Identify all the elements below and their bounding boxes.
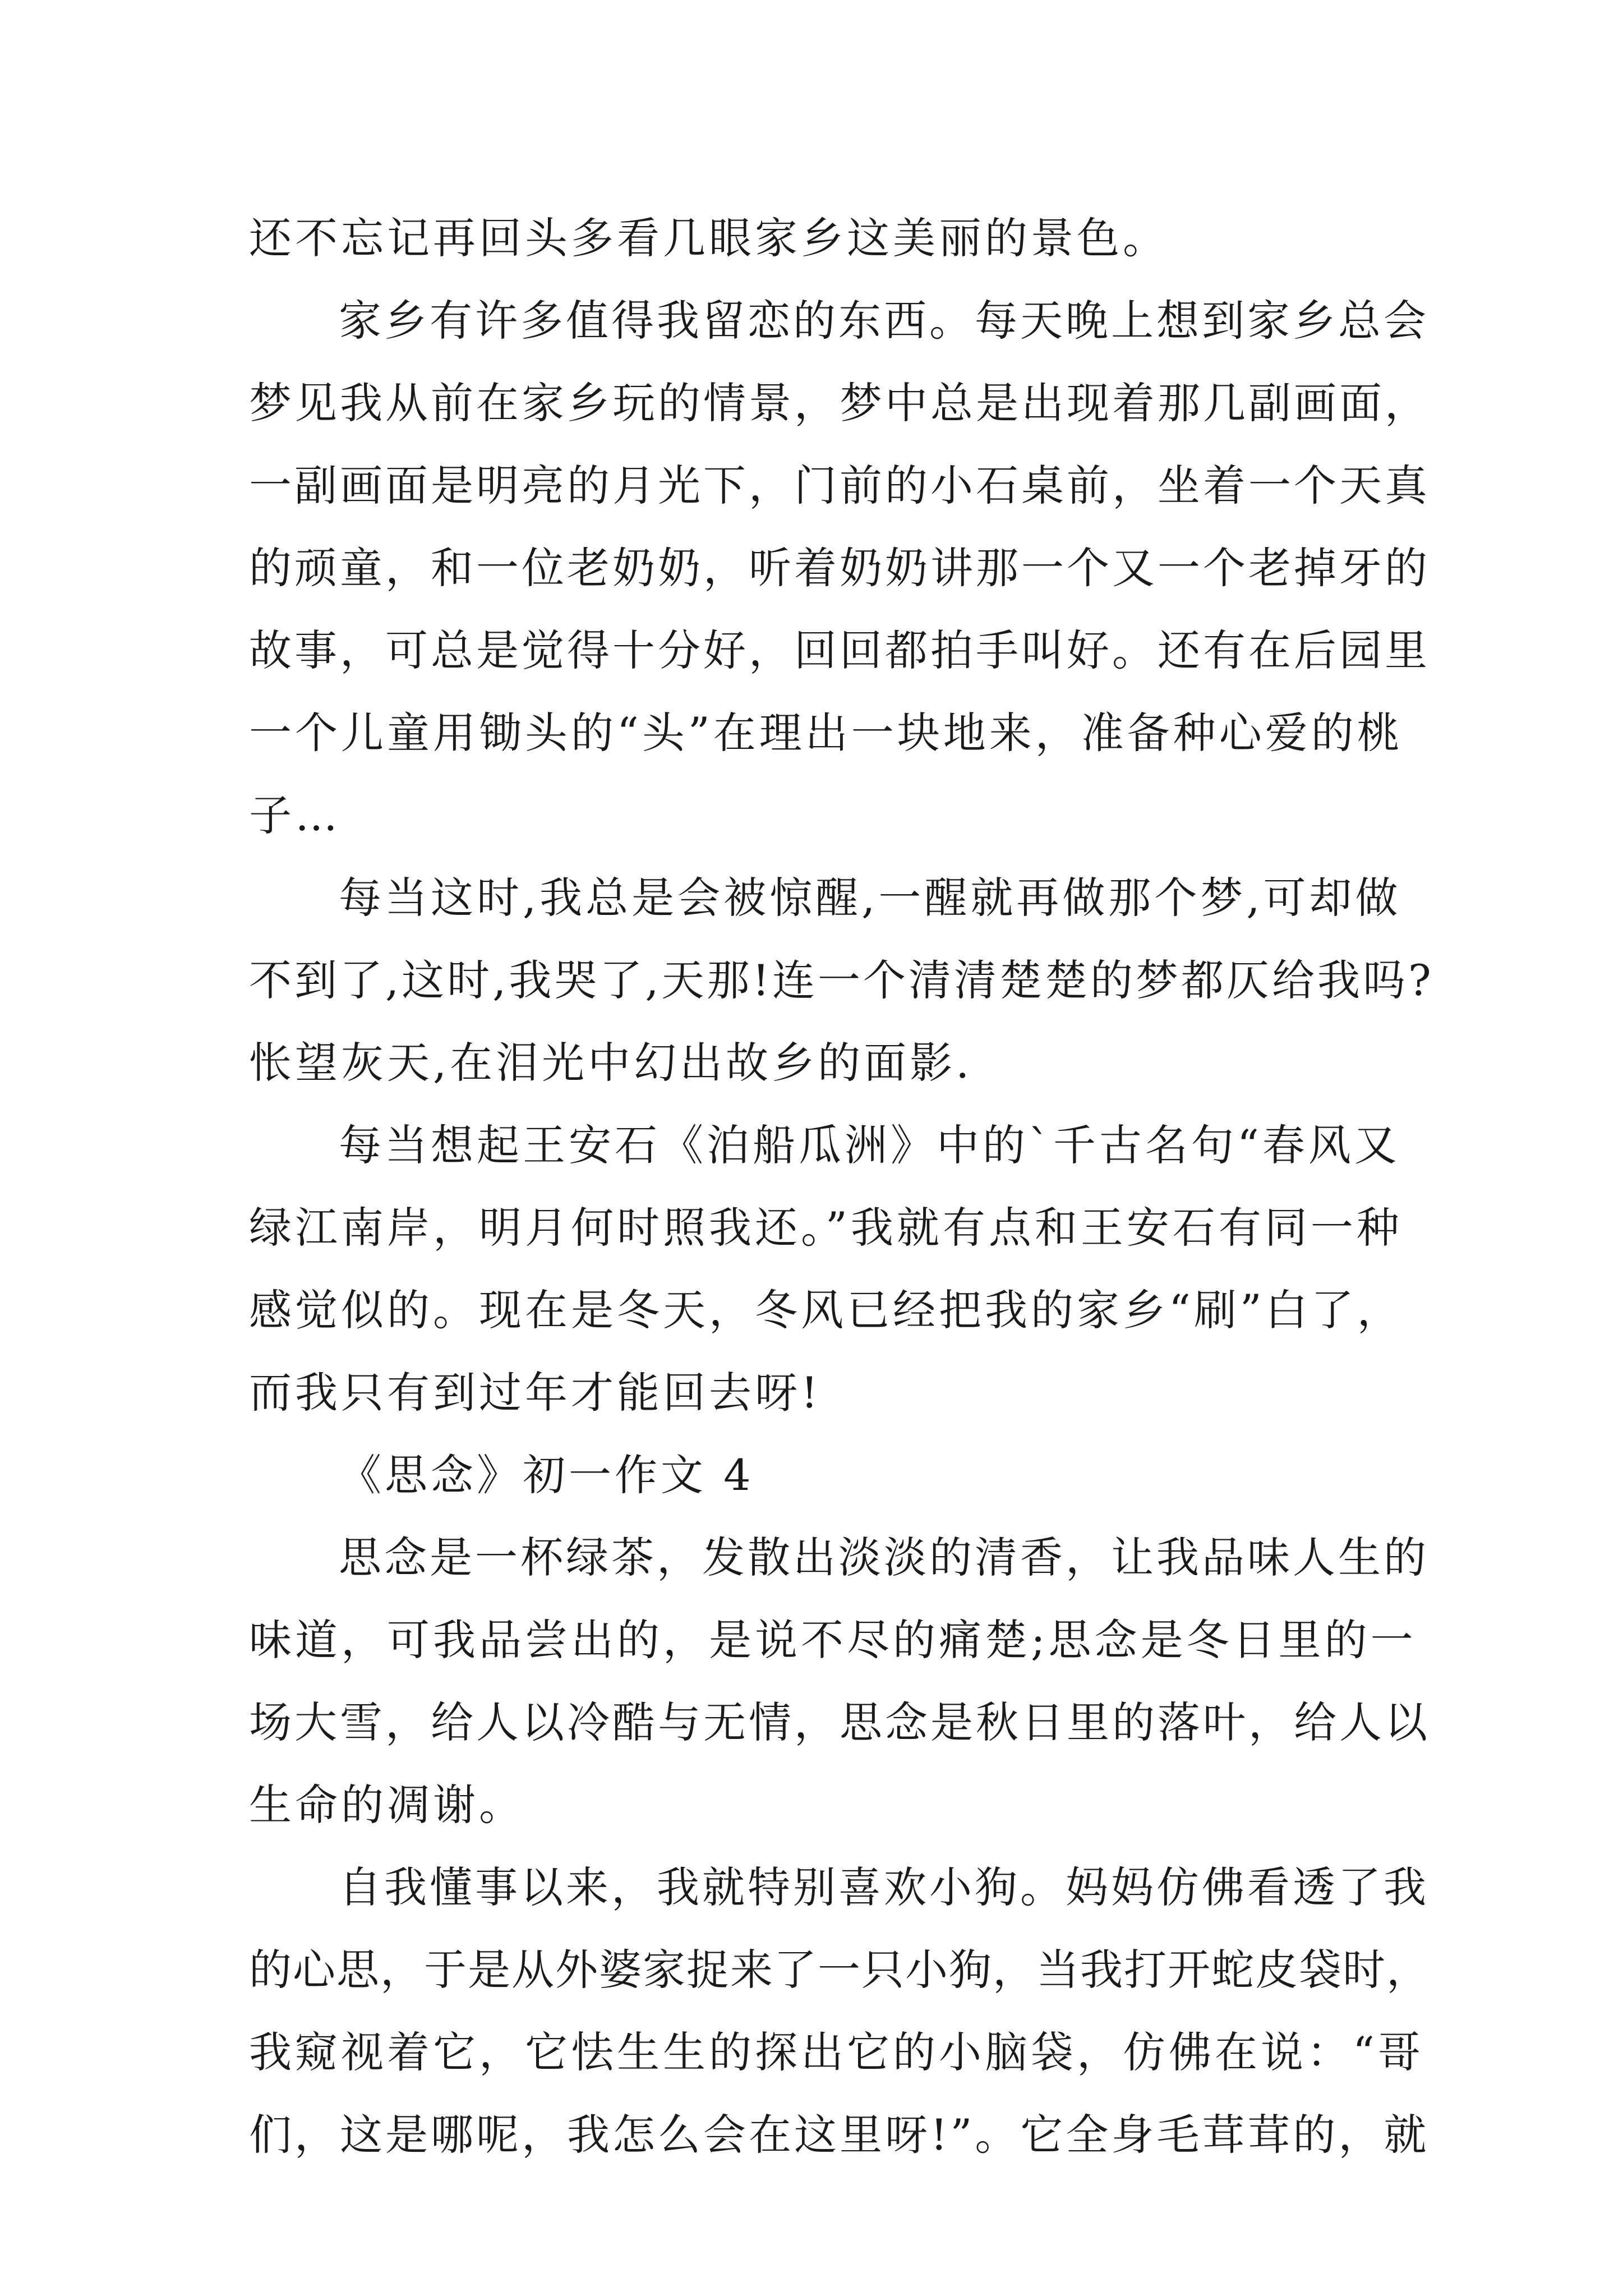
text-line: 一个儿童用锄头的“头”在理出一块地来，准备种心爱的桃 xyxy=(249,708,1403,758)
text-line: 绿江南岸，明月何时照我还。”我就有点和王安石有同一种 xyxy=(249,1203,1403,1253)
text-line: 感觉似的。现在是冬天，冬风已经把我的家乡“刷”白了， xyxy=(249,1285,1403,1335)
text-line: 一副画面是明亮的月光下，门前的小石桌前，坐着一个天真 xyxy=(249,461,1430,510)
text-line: 梦见我从前在家乡玩的情景，梦中总是出现着那几副画面， xyxy=(249,378,1430,428)
paragraph-first-line: 每当这时,我总是会被惊醒,一醒就再做那个梦,可却做 xyxy=(339,873,1401,923)
text-line: 子… xyxy=(249,790,341,840)
text-line: 故事，可总是觉得十分好，回回都拍手叫好。还有在后园里 xyxy=(249,625,1430,675)
text-line: 们，这是哪呢，我怎么会在这里呀!”。它全身毛茸茸的，就 xyxy=(249,2110,1430,2160)
text-line: 的顽童，和一位老奶奶，听着奶奶讲那一个又一个老掉牙的 xyxy=(249,543,1430,593)
text-line: 而我只有到过年才能回去呀! xyxy=(249,1368,822,1418)
text-line: 味道，可我品尝出的，是说不尽的痛楚;思念是冬日里的一 xyxy=(249,1615,1417,1665)
text-line: 不到了,这时,我哭了,天那!连一个清清楚楚的梦都仄给我吗? xyxy=(249,955,1434,1005)
section-heading: 《思念》初一作文 4 xyxy=(339,1450,754,1500)
text-line: 我窥视着它，它怯生生的探出它的小脑袋，仿佛在说：“哥 xyxy=(249,2027,1424,2077)
paragraph-first-line: 自我懂事以来，我就特别喜欢小狗。妈妈仿佛看透了我 xyxy=(339,1862,1429,1912)
paragraph-first-line: 每当想起王安石《泊船瓜洲》中的`千古名句“春风又 xyxy=(339,1120,1400,1170)
text-line: 怅望灰天,在泪光中幻出故乡的面影. xyxy=(249,1038,973,1088)
text-line: 还不忘记再回头多看几眼家乡这美丽的景色。 xyxy=(249,213,1169,263)
text-line: 生命的凋谢。 xyxy=(249,1780,525,1830)
paragraph-first-line: 家乡有许多值得我留恋的东西。每天晚上想到家乡总会 xyxy=(339,296,1429,346)
paragraph-first-line: 思念是一杯绿茶，发散出淡淡的清香，让我品味人生的 xyxy=(339,1533,1429,1582)
text-line: 的心思，于是从外婆家捉来了一只小狗，当我打开蛇皮袋时， xyxy=(249,1945,1430,1995)
text-line: 场大雪，给人以冷酷与无情，思念是秋日里的落叶，给人以 xyxy=(249,1697,1430,1747)
